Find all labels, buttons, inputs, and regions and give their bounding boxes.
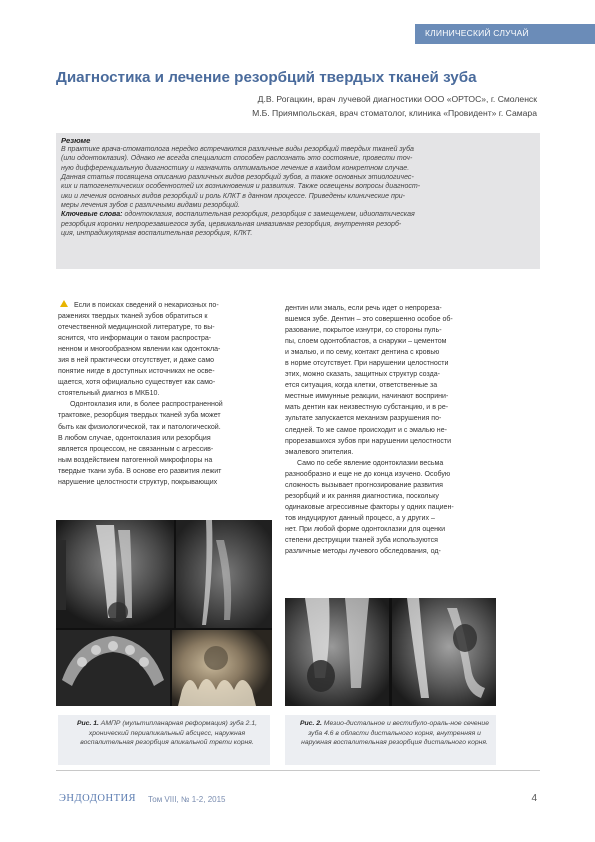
summary-line: ики и лечения основных видов резорбций и роль КЛКТ в данном процессе. Приведены клинические при- [61, 192, 406, 200]
paragraph-line: Одонтоклазия или, в более распространенной [70, 401, 223, 409]
left-column [58, 300, 272, 488]
keywords-label: Ключевые слова: [61, 211, 123, 219]
figure-2-caption-text: Мезио-дистальное и вестибуло-ораль-ное сечение зуба 4.6 в области дистального корня, внутренняя и наружная воспалительная резорбция дистального корня. [301, 720, 489, 747]
ct-section-image [285, 598, 496, 706]
paragraph-line: зультате запускается механизм разрушения по- [285, 415, 442, 423]
paragraph-line: сложность вызывает прогнозирование развития [285, 481, 443, 489]
paragraph-line: нет. При любой форме одонтоклазии для оценки [285, 525, 446, 533]
paragraph-line: В любом случае, одонтоклазия или резорбция [58, 434, 211, 442]
paragraph-line: одинаковые агрессивные факторы у одних пациен- [285, 503, 454, 511]
footer-divider [56, 770, 540, 771]
paragraph-line: Если в поисках сведений о некариозных по- [74, 302, 219, 309]
section-label: КЛИНИЧЕСКИЙ СЛУЧАЙ [425, 28, 529, 38]
paragraph-line: стоятельный диагноз в МКБ10. [58, 390, 160, 398]
paragraph-line: Само по себе явление одонтоклазии весьма [297, 459, 444, 467]
section-header-bar [415, 24, 595, 44]
paragraph-line: является процессом, не связанным с агрессив- [58, 445, 214, 453]
paragraph-line: ненном и многообразном явлении как одонтокла- [58, 346, 221, 354]
keywords-line [61, 210, 535, 219]
journal-issue: Том VIII, № 1-2, 2015 [148, 795, 226, 804]
paragraph-line: пы, слоем одонтобластов, а снаружи – цементом [285, 338, 447, 346]
paragraph-line: различные методы лучевого обследования, од- [285, 548, 441, 556]
paragraph-line: нарушение целостности структур, покрывающих [58, 478, 218, 486]
author-1: Д.В. Рогацкин, врач лучевой диагностики ООО «ОРТОС», г. Смоленск [257, 94, 537, 104]
ct-scan-image [56, 520, 272, 706]
paragraph-line: местные иммунные реакции, начинают восприни- [285, 393, 449, 401]
page-number: 4 [531, 793, 537, 804]
paragraph-line: прорезавшихся зубов при нарушении целостности [285, 437, 452, 445]
figure-1-caption-text: АМПР (мультипланарная реформация) зуба 2.1, хронический периапикальный абсцесс, наружная воспалительная резорбция апикальной трети корня. [80, 720, 257, 747]
keywords-text: одонтоклазия, воспалительная резорбция, резорбция с замещением, идиопатическая [122, 211, 415, 219]
paragraph-line: ражениях твердых тканей зубов обратиться к [58, 313, 208, 321]
summary-line: ких и патогенетических особенностей их возникновения и развития. Также освещены вопросы диагност- [61, 183, 421, 191]
summary-line: меры лечения зубов с различными видами резорбций. [61, 202, 240, 210]
article-title: Диагностика и лечение резорбций твердых тканей зуба [56, 69, 477, 86]
summary-box [56, 133, 540, 269]
paragraph-line: трактовке, резорбция твердых тканей зуба может [58, 412, 221, 420]
paragraph-line: степени деструкции тканей зуба используются [285, 536, 438, 544]
paragraph-line: разнообразно и еще не до конца изучено. Особую [285, 470, 451, 478]
paragraph-line: щается, хотя официально существует как само- [58, 379, 216, 387]
paragraph-line: отечественной медицинской литературе, то вы- [58, 324, 215, 332]
paragraph-line: мать дентин как неизвестную субстанцию, и в ре- [285, 404, 449, 412]
paragraph-line: разование, покрытое изнутри, со стороны пуль- [285, 327, 442, 335]
paragraph-line: этих, можно сказать, защитных структур созда- [285, 371, 440, 379]
paragraph-line: вшемся зубе. Дентин – это совершенно особое об- [285, 316, 453, 324]
paragraph-line: яснится, что информации о таком распростра- [58, 335, 212, 343]
paragraph-line: резорбций и их ранняя диагностика, поскольку [285, 492, 439, 500]
paragraph-line: понятие нигде в доступных источниках не осве- [58, 368, 215, 376]
paragraph-line: тов индуцируют данный процесс, а у других – [285, 514, 435, 522]
paragraph-line: эмалевого эпителия. [285, 448, 354, 456]
figure-2-caption [285, 715, 496, 765]
figure-2-label: Рис. 2. [300, 720, 322, 727]
summary-heading: Резюме [61, 136, 91, 145]
summary-line: Данная статья посвящена описанию различных видов резорбций зубов, а также основных этиологичес- [61, 174, 414, 182]
paragraph-line: в норме отсутствует. При нарушении целостности [285, 360, 449, 368]
summary-line: (или одонтоклазия). Однако не всегда специалист способен распознать это состояние, провести точ- [61, 155, 413, 163]
paragraph-line: дентин или эмаль, если речь идет о непрореза- [285, 305, 442, 312]
paragraph-line: твердые ткани зуба. В основе его развития лежит [58, 467, 222, 475]
author-2: М.Б. Приямпольская, врач стоматолог, клиника «Провидент» г. Самара [252, 108, 537, 118]
paragraph-line: следней. То же самое происходит и с эмалью не- [285, 426, 447, 434]
summary-text [61, 145, 535, 238]
paragraph-line: ется ситуация, когда клетки, ответственные за [285, 382, 438, 390]
journal-name: ЭНДОДОНТИЯ [59, 793, 137, 804]
figure-1-image [56, 520, 272, 706]
figure-1-label: Рис. 1. [77, 720, 99, 727]
figure-2-image [285, 598, 496, 706]
right-column [285, 303, 496, 557]
figure-1-caption [58, 715, 270, 765]
paragraph-line: и эмалью, и по сему, контакт дентина с кровью [285, 349, 440, 357]
paragraph-line: зия в ней практически отсутствует, и даже само [58, 357, 215, 365]
keywords-line: резорбция коронки непрорезавшегося зуба, цервикальная инвазивная резорбция, внутренняя резорб- [61, 220, 402, 228]
paragraph-line: быть как физиологической, так и патологической. [58, 423, 221, 431]
keywords-line: ция, интрадикулярная воспалительная резорбция, КЛКТ. [61, 230, 253, 238]
summary-line: ную дифференциальную диагностику и назначить оптимальное лечение в каждом конкретном случае. [61, 164, 410, 172]
summary-line: В практике врача-стоматолога нередко встречаются различные виды резорбций твердых тканей зуба [61, 146, 414, 153]
paragraph-line: ным воздействием патогенной микрофлоры на [58, 456, 213, 464]
